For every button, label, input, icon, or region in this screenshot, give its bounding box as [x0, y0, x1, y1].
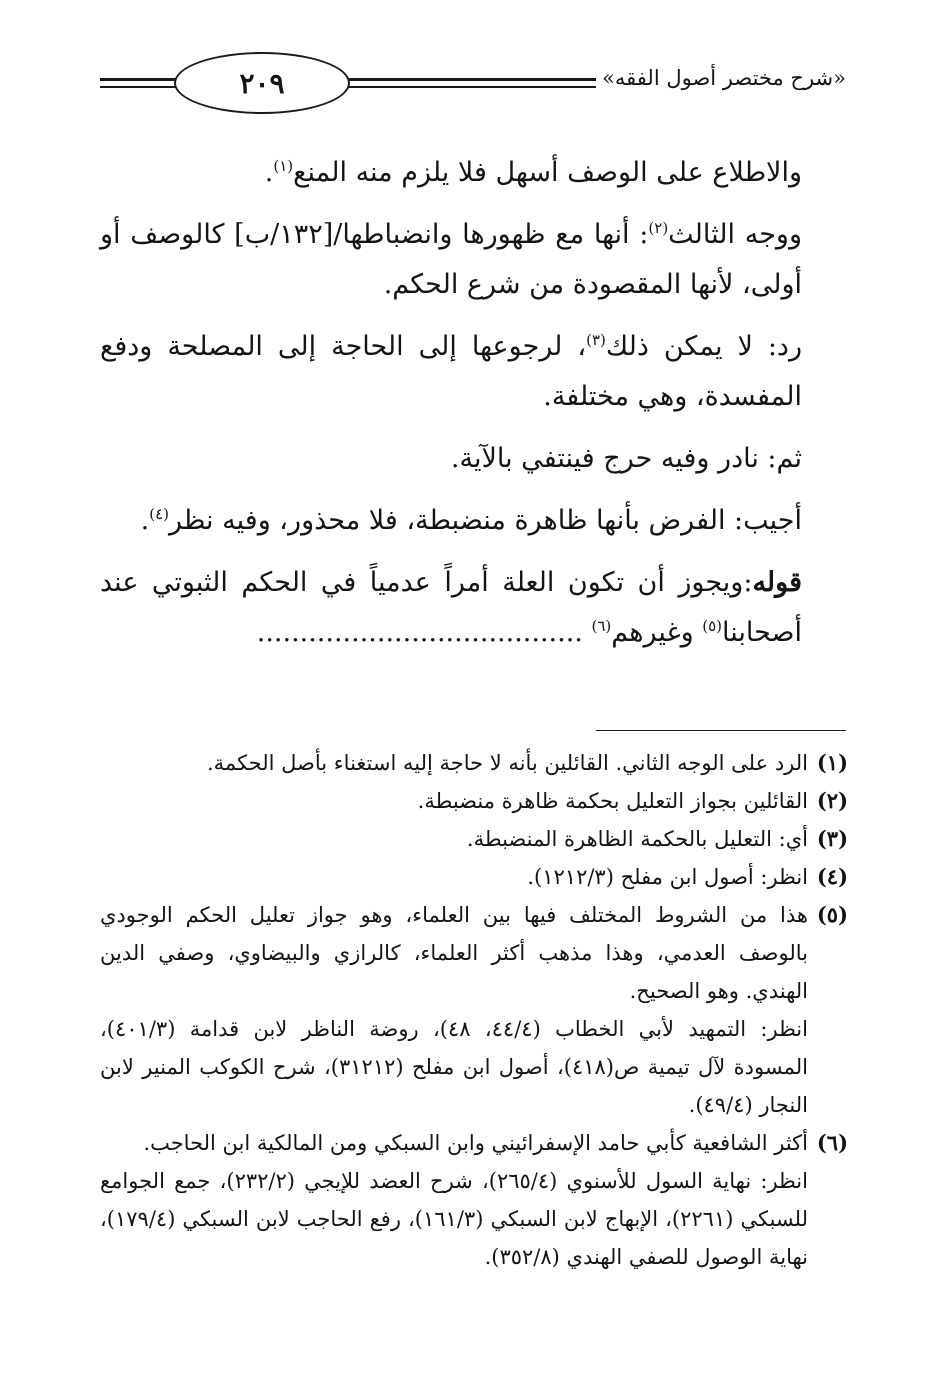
footnote-ref-4[interactable]: (٤): [149, 505, 170, 523]
footnote-number: (٤): [816, 864, 848, 889]
running-title: «شرح مختصر أصول الفقه»: [596, 66, 852, 90]
page-number-oval: [174, 52, 350, 114]
footnote-number: (٥): [816, 902, 848, 927]
footnote-body: [100, 1124, 808, 1276]
quote-lead-word: قوله: [752, 567, 802, 598]
footnote-body: [100, 782, 808, 820]
paragraph-1-end: .: [264, 157, 274, 188]
footnote-number: (٢): [816, 788, 848, 813]
paragraph-5-end: .: [140, 505, 150, 536]
footnote-line: الرد على الوجه الثاني. القائلين بأنه لا حاجة إليه استغناء بأصل الحكمة.: [207, 751, 808, 775]
paragraph-1-text: والاطلاع على الوصف أسهل فلا يلزم منه المنع: [293, 157, 802, 188]
footnote-number: (١): [816, 750, 848, 775]
footnote-3: [100, 820, 848, 858]
paragraph-6-text-a: :ويجوز أن تكون العلة أمراً عدمياً في الحكم الثبوتي عند أصحابنا: [100, 567, 802, 648]
footnote-number: (٣): [816, 826, 848, 851]
paragraph-3-rest: ، لرجوعها إلى الحاجة إلى المصلحة ودفع المفسدة، وهي مختلفة.: [100, 331, 802, 412]
footnotes: [100, 744, 848, 1276]
footnote-line: أي: التعليل بالحكمة الظاهرة المنضبطة.: [466, 827, 808, 851]
paragraph-5-text: أجيب: الفرض بأنها ظاهرة منضبطة، فلا محذور، وفيه نظر: [169, 505, 802, 536]
footnote-separator: [596, 730, 846, 731]
header-rule-right-bottom: [346, 86, 610, 88]
page-number: ٢٠٩: [239, 66, 285, 100]
page-header: [100, 52, 860, 124]
footnote-2: [100, 782, 848, 820]
paragraph-5: [100, 496, 848, 546]
header-rule-right-top: [346, 78, 610, 81]
main-text: [100, 148, 848, 670]
footnote-number: (٦): [816, 1130, 848, 1155]
footnote-body: [100, 820, 808, 858]
footnote-body: [100, 896, 808, 1124]
footnote-1: [100, 744, 848, 782]
footnote-ref-5[interactable]: (٥): [702, 617, 723, 635]
paragraph-4: [100, 434, 848, 484]
paragraph-3-lead: رد: لا يمكن ذلك: [605, 331, 802, 362]
footnote-6: [100, 1124, 848, 1276]
footnote-ref-1[interactable]: (١): [273, 157, 294, 175]
footnote-ref-2[interactable]: (٢): [648, 219, 669, 237]
footnote-4: [100, 858, 848, 896]
continuation-dots: ......................................: [256, 617, 592, 648]
footnote-line: انظر: التمهيد لأبي الخطاب (٤٤/٤، ٤٨)، روضة الناظر لابن قدامة (٤٠١/٣)، المسودة لآل تيمية ص(٤١٨)، أصول ابن مفلح (٣١٢١٢)، شرح الكوكب المنير لابن النجار (٤٩/٤).: [100, 1017, 808, 1117]
paragraph-4-text: ثم: نادر وفيه حرج فينتفي بالآية.: [450, 443, 802, 474]
paragraph-1: [100, 148, 848, 198]
footnote-body: [100, 858, 808, 896]
footnote-line: انظر: نهاية السول للأسنوي (٢٦٥/٤)، شرح العضد للإيجي (٢٣٢/٢)، جمع الجوامع للسبكي (٢٢٦١)، الإبهاج لابن السبكي (١٦١/٣)، رفع الحاجب لابن السبكي (١٧٩/٤)، نهاية الوصول للصفي الهندي (٣٥٢/٨).: [100, 1169, 809, 1269]
footnote-line: القائلين بجواز التعليل بحكمة ظاهرة منضبطة.: [417, 789, 808, 813]
paragraph-2-lead: ووجه الثالث: [668, 219, 803, 250]
footnote-line: انظر: أصول ابن مفلح (١٢١٢/٣).: [527, 865, 808, 889]
footnote-ref-3[interactable]: (٣): [586, 331, 606, 349]
header-rule-left-bottom: [100, 86, 180, 88]
paragraph-6-text-b: وغيرهم: [611, 617, 703, 648]
footnote-line: هذا من الشروط المختلف فيها بين العلماء، وهو جواز تعليل الحكم الوجودي بالوصف العدمي، وهذا مذهب أكثر العلماء، كالرازي والبيضاوي، وصفي الدين الهندي. وهو الصحيح.: [100, 903, 808, 1003]
header-rule-left-top: [100, 78, 180, 81]
footnote-line: أكثر الشافعية كأبي حامد الإسفرائيني وابن السبكي ومن المالكية ابن الحاجب.: [143, 1131, 808, 1155]
footnote-5: [100, 896, 848, 1124]
paragraph-6: [100, 558, 848, 658]
paragraph-2: [100, 210, 848, 310]
paragraph-2-rest: : أنها مع ظهورها وانضباطها/[١٣٢/ب] كالوصف أو أولى، لأنها المقصودة من شرع الحكم.: [100, 219, 802, 300]
footnote-ref-6[interactable]: (٦): [591, 617, 612, 635]
footnote-body: [100, 744, 808, 782]
paragraph-3: [100, 322, 848, 422]
